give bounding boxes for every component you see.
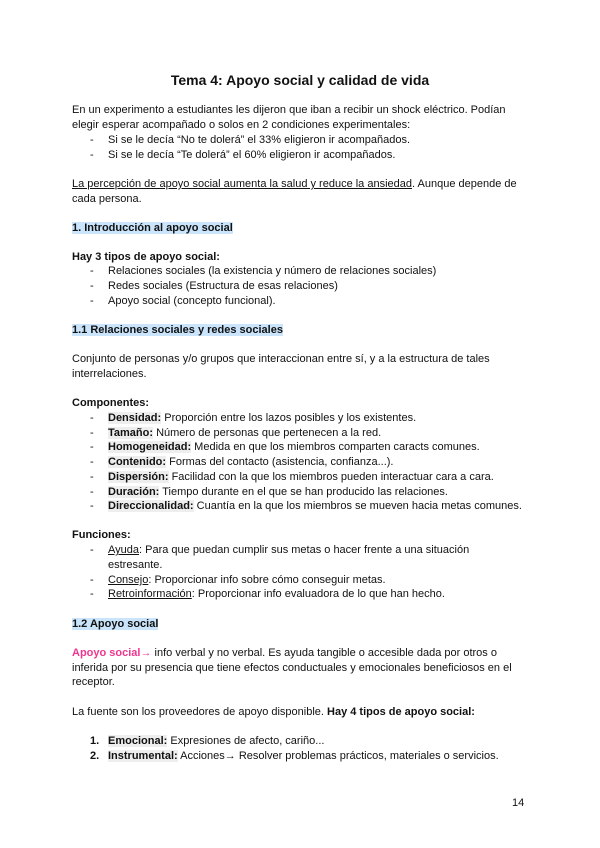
subheading: Hay 3 tipos de apoyo social: [72,251,220,263]
list-item [108,485,448,500]
bullet-dash: - [90,265,94,277]
section-heading [72,617,158,632]
underlined-text: La percepción de apoyo social aumenta la salud y reduce la ansiedad [72,178,413,190]
pink-term: Apoyo social→ [72,647,152,659]
bullet-dash: - [90,544,94,556]
list-item [108,426,381,441]
subheading: Funciones: [72,529,131,541]
list-item [108,587,445,602]
heading-text: 1.1 Relaciones sociales y redes sociales [72,324,283,336]
list-item [108,499,522,514]
list-item [108,455,393,470]
text-line [72,705,475,720]
section-heading [72,221,233,236]
text: info verbal y no verbal. Es ayuda tangible o accesible dada por otros o [151,647,497,659]
bullet-dash: - [90,441,94,454]
bullet-dash: - [90,456,94,469]
intro-line: elegir esperar acompañado o solos en 2 condiciones experimentales: [72,119,411,131]
text-line: Conjunto de personas y/o grupos que interaccionan entre sí, y a la estructura de tales [72,353,490,365]
list-item [108,411,416,426]
list-item: Redes sociales (Estructura de esas relaciones) [108,280,338,292]
term: Direccionalidad: [108,500,194,513]
bullet-dash: - [90,574,94,586]
bullet-dash: - [90,149,94,161]
desc: : Para que puedan cumplir sus metas o hacer frente a una situación [139,544,470,556]
page-number: 14 [512,797,525,809]
bullet-dash: - [90,134,94,146]
desc: Acciones→ Resolver problemas prácticos, materiales o servicios. [177,750,499,762]
desc: Cuantía en la que los miembros se mueven hacia metas comunes. [193,500,522,513]
text: La fuente son los proveedores de apoyo disponible. [72,706,328,718]
list-number: 2. [90,750,100,762]
text-line: interrelaciones. [72,368,147,380]
bullet-dash: - [90,588,94,600]
list-item: Si se le decía “No te dolerá” el 33% eligieron ir acompañados. [108,134,411,146]
term: Consejo [108,574,149,586]
subheading: Componentes: [72,397,149,409]
term: Densidad: [108,412,162,424]
text-line: inferida por su presencia que tiene efectos conductuales y emocionales beneficiosos en el [72,662,512,674]
bullet-dash: - [90,500,94,513]
text-line [72,646,497,661]
term: Contenido: [108,456,167,469]
bullet-dash: - [90,485,94,498]
term: Instrumental: [108,750,178,762]
desc: Formas del contacto (asistencia, confianza...). [166,456,394,469]
bullet-dash: - [90,470,94,483]
list-item [108,543,469,558]
term: Dispersión: [108,470,169,483]
term: Emocional: [108,735,168,747]
desc: Expresiones de afecto, cariño... [167,735,325,747]
bullet-dash: - [90,412,94,424]
list-item [108,573,386,588]
desc: : Proporcionar info sobre cómo conseguir metas. [148,574,386,586]
list-item [108,440,480,455]
term: Homogeneidad: [108,441,192,454]
bullet-dash: - [90,426,94,439]
term: Retroinformación [108,588,192,600]
bullet-dash: - [90,280,94,292]
desc: : Proporcionar info evaluadora de lo que han hecho. [191,588,445,600]
term: Ayuda [108,544,139,556]
heading-text: 1. Introducción al apoyo social [72,222,233,234]
desc: Medida en que los miembros comparten caracts comunes. [191,441,480,454]
section-heading [72,323,283,338]
list-number: 1. [90,735,100,747]
list-item: Relaciones sociales (la existencia y número de relaciones sociales) [108,265,437,277]
list-item [108,734,324,749]
desc: Proporción entre los lazos posibles y los existentes. [161,412,417,424]
perception-line [72,177,517,192]
heading-text: 1.2 Apoyo social [72,618,159,630]
list-item-cont: estresante. [108,559,163,571]
desc: Facilidad con la que los miembros pueden interactuar cara a cara. [168,470,494,483]
list-item: Apoyo social (concepto funcional). [108,295,276,307]
list-item [108,749,499,764]
desc: Número de personas que pertenecen a la red. [153,426,382,439]
bold-text: Hay 4 tipos de apoyo social: [327,706,475,718]
text: . Aunque depende de [412,178,517,190]
desc: Tiempo durante en el que se han producido las relaciones. [159,485,448,498]
intro-line: En un experimento a estudiantes les dijeron que iban a recibir un shock eléctrico. Podían [72,104,506,116]
term: Tamaño: [108,426,154,439]
bullet-dash: - [90,295,94,307]
perception-line: cada persona. [72,193,142,205]
term: Duración: [108,485,160,498]
page-title: Tema 4: Apoyo social y calidad de vida [170,72,430,88]
list-item: Si se le decía “Te dolerá” el 60% eligieron ir acompañados. [108,149,396,161]
list-item [108,470,494,485]
text-line: receptor. [72,676,115,688]
